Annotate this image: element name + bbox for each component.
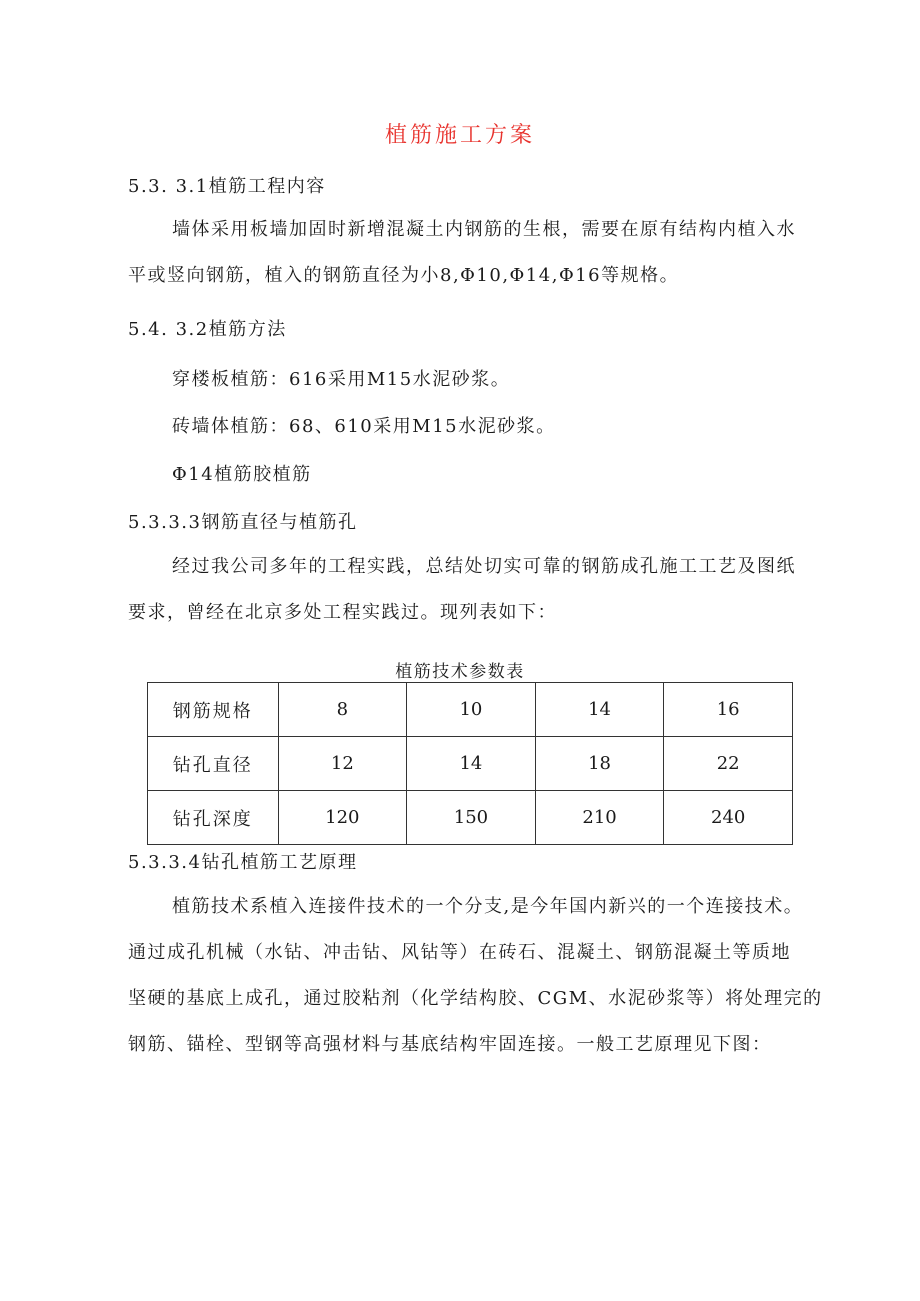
paragraph-line: 钢筋、锚栓、型钢等高强材料与基底结构牢固连接。一般工艺原理见下图： xyxy=(128,1034,772,1055)
table-caption: 植筋技术参数表 xyxy=(395,662,525,682)
paragraph-line: 墙体采用板墙加固时新增混凝土内钢筋的生根，需要在原有结构内植入水 xyxy=(172,219,796,240)
paragraph-line: 平或竖向钢筋，植入的钢筋直径为小8,Φ10,Φ14,Φ16等规格。 xyxy=(128,265,680,286)
table-cell: 14 xyxy=(407,737,536,791)
table-row xyxy=(148,791,793,845)
paragraph-line: 坚硬的基底上成孔，通过胶粘剂（化学结构胶、CGM、水泥砂浆等）将处理完的 xyxy=(128,988,823,1009)
row-label: 钻孔深度 xyxy=(148,791,279,845)
paragraph-line: 植筋技术系植入连接件技术的一个分支,是今年国内新兴的一个连接技术。 xyxy=(172,896,804,917)
method-line-floor: 穿楼板植筋：616采用M15水泥砂浆。 xyxy=(172,369,511,390)
table-cell: 16 xyxy=(664,683,793,737)
paragraph-line: 要求，曾经在北京多处工程实践过。现列表如下： xyxy=(128,602,557,623)
table-cell: 240 xyxy=(664,791,793,845)
table-cell: 18 xyxy=(535,737,664,791)
table-cell: 120 xyxy=(278,791,407,845)
table-cell: 8 xyxy=(278,683,407,737)
table-cell: 150 xyxy=(407,791,536,845)
page-title: 植筋施工方案 xyxy=(384,123,535,148)
section-heading-5331: 5.3. 3.1植筋工程内容 xyxy=(128,176,326,197)
table-cell: 22 xyxy=(664,737,793,791)
table-row xyxy=(148,683,793,737)
section3-paragraph xyxy=(128,544,818,636)
method-line-brick: 砖墙体植筋：68、610采用M15水泥砂浆。 xyxy=(172,416,556,437)
table-cell: 12 xyxy=(278,737,407,791)
paragraph-line: 通过成孔机械（水钻、冲击钻、风钻等）在砖石、混凝土、钢筋混凝土等质地 xyxy=(128,942,791,963)
section1-paragraph xyxy=(128,207,818,299)
parameter-table xyxy=(147,682,793,845)
row-label: 钢筋规格 xyxy=(148,683,279,737)
section-heading-5334: 5.3.3.4钻孔植筋工艺原理 xyxy=(128,852,358,873)
section-heading-5333: 5.3.3.3钢筋直径与植筋孔 xyxy=(128,512,358,533)
method-line-glue: Φ14植筋胶植筋 xyxy=(172,464,312,485)
table-row xyxy=(148,737,793,791)
section-heading-5432: 5.4. 3.2植筋方法 xyxy=(128,319,287,340)
table-cell: 14 xyxy=(535,683,664,737)
section4-paragraph xyxy=(128,884,823,1068)
table-cell: 10 xyxy=(407,683,536,737)
row-label: 钻孔直径 xyxy=(148,737,279,791)
table-cell: 210 xyxy=(535,791,664,845)
paragraph-line: 经过我公司多年的工程实践，总结处切实可靠的钢筋成孔施工工艺及图纸 xyxy=(172,556,796,577)
